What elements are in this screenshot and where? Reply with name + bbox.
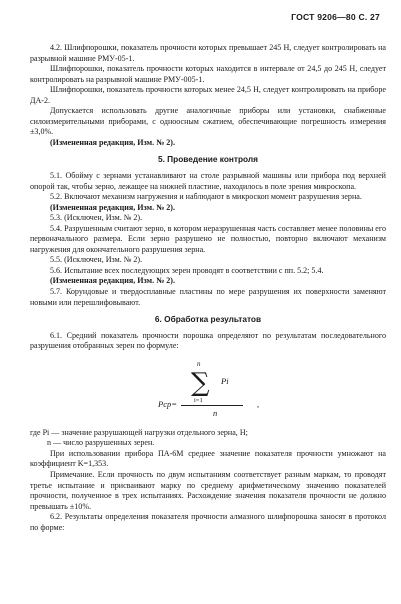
amendment-note: (Измененная редакция, Изм. № 2).: [50, 276, 175, 286]
mean-strength-formula: [30, 358, 386, 424]
formula-legend-pi: где Pi — значение разрушающей нагрузки отдельного зерна, Н;: [30, 427, 248, 437]
paragraph-5-1: 5.1. Обойму с зернами устанавливают на столе разрывной машины или прибора под верхней опорой так, чтобы зерно, лежащее на нижней пластине, находилось в поле зрения микроскопа.: [30, 171, 386, 191]
sigma-symbol: ∑: [191, 367, 210, 398]
sum-lower-limit: i=1: [194, 396, 203, 404]
paragraph-4-2: 4.2. Шлифпорошки, показатель прочности которых превышает 245 Н, следует контролировать на разрывной машине РМУ-05-1.: [30, 43, 386, 63]
paragraph-5-3: 5.3. (Исключен, Изм. № 2).: [50, 213, 143, 223]
amendment-note: (Измененная редакция, Изм. № 2).: [50, 137, 175, 147]
note-paragraph: Примечание. Если прочность по двум испытаниям соответствует разным маркам, то проводят третье испытание и присваивают марку по среднему арифметическому значению показателей прочности, полученное в трех испытаниях. Расхождение значения показателя прочности не должно превышать ±10%.: [30, 469, 386, 511]
fraction-bar: [181, 405, 243, 406]
sum-term: Pi: [221, 375, 229, 386]
paragraph-4-2-c: Шлифпорошки, показатель прочности которых менее 24,5 Н, следует контролировать на приборе ДА-2.: [30, 85, 386, 105]
formula-lhs: Pср=: [158, 398, 177, 409]
paragraph-5-4: 5.4. Разрушенным считают зерно, в котором неразрушенная часть составляет менее половины его первоначального размера. Если зерно разрушено не полностью, повторно включают механизм нагружения для окончательного разрушения зерна.: [30, 223, 386, 254]
paragraph-5-7: 5.7. Корундовые и твердосплавные пластины по мере разрушения их поверхности заменяют новыми или перешлифовывают.: [30, 287, 386, 307]
paragraph-4-2-d: Допускается использовать другие аналогичные приборы или установки, снабженные силоизмерительными приборами, с одноосным сжатием, обеспечивающие погрешность измерения ±3,0%.: [30, 106, 386, 137]
paragraph-6-1: 6.1. Средний показатель прочности порошка определяют по результатам последовательного разрушения отобранных зерен по формуле:: [30, 330, 386, 351]
section-6-heading: 6. Обработка результатов: [154, 314, 262, 325]
amendment-note: (Измененная редакция, Изм. № 2).: [50, 202, 175, 212]
formula-denominator: n: [213, 407, 218, 418]
section-5-heading: 5. Проведение контроля: [157, 154, 259, 165]
paragraph-6-2: 6.2. Результаты определения показателя прочности алмазного шлифпорошка заносят в протокол по форме:: [30, 512, 386, 532]
document-body: [30, 43, 386, 533]
sum-upper-limit: n: [197, 359, 201, 368]
page-header: ГОСТ 9206—80 С. 27: [291, 12, 380, 22]
paragraph-5-6: 5.6. Испытание всех последующих зерен проводят в соответствии с пп. 5.2; 5.4.: [50, 265, 324, 275]
formula-trailing-comma: ,: [257, 398, 260, 409]
paragraph-4-2-b: Шлифпорошки, показатель прочности которых находится в интервале от 24,5 до 245 Н, следует контролировать на разрывной машине РМУ-005-1.: [30, 64, 386, 84]
paragraph-5-2: 5.2. Включают механизм нагружения и наблюдают в микроскоп момент разрушения зерна.: [50, 192, 362, 202]
formula-legend-n: n — число разрушенных зерен.: [47, 438, 155, 448]
paragraph-5-5: 5.5. (Исключен, Изм. № 2).: [50, 255, 143, 265]
paragraph-pa6m: При использовании прибора ПА-6М среднее значение показателя прочности умножают на коэффициент K=1,353.: [30, 448, 386, 469]
